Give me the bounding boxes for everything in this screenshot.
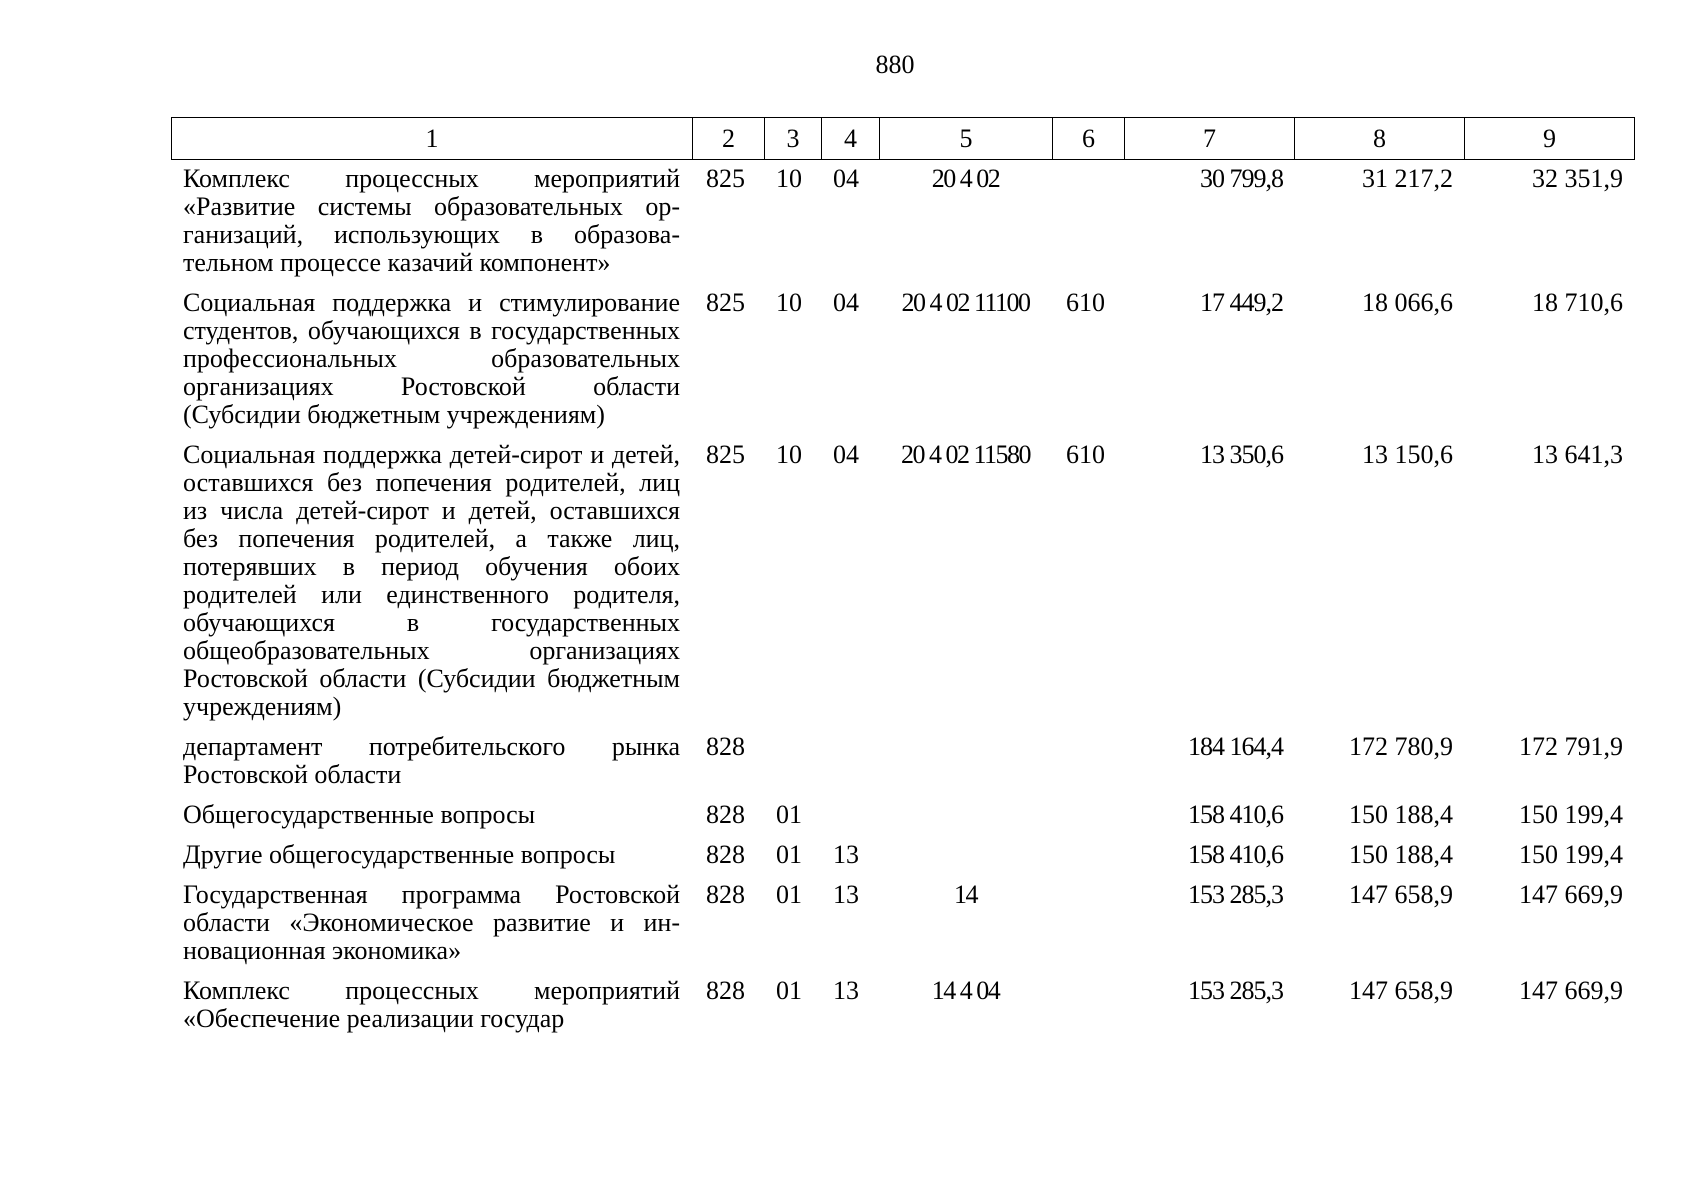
row-name: Социальная поддержка детей-сирот и детей, оставшихся без попечения родителей, лиц из числа детей-сирот и детей, оставшихся без попечения родителей, а также лиц, потерявших в период обучения обоих родителей или единственного родителя, обучающихся в государственных общеобразовательных организациях Ростовской области (Субсидии бюджетным учреждениям) <box>183 440 680 721</box>
row-name: департамент потребительского рынка Ростовской области <box>183 732 680 789</box>
cell-5: 20 4 02 11580 <box>900 440 1031 469</box>
cell-4: 04 <box>833 288 859 317</box>
cell-5: 14 4 04 <box>931 976 1000 1005</box>
cell-6 <box>1052 881 1124 977</box>
cell-9: 32 351,9 <box>1532 164 1623 193</box>
cell-4: 13 <box>833 840 859 869</box>
cell-4: 13 <box>833 880 859 909</box>
cell-7: 153 285,3 <box>1188 880 1283 909</box>
cell-2: 825 <box>706 440 745 469</box>
cell-4 <box>821 733 879 801</box>
cell-8: 13 150,6 <box>1362 440 1453 469</box>
cell-6 <box>1052 841 1124 881</box>
cell-7: 184 164,4 <box>1188 732 1283 761</box>
page-number: 880 <box>875 50 915 79</box>
cell-3: 10 <box>776 164 802 193</box>
cell-7: 153 285,3 <box>1188 976 1283 1005</box>
header-cell: 2 <box>693 118 765 160</box>
header-row <box>172 118 1635 160</box>
cell-5: 20 4 02 <box>931 164 1000 193</box>
cell-4: 04 <box>833 440 859 469</box>
cell-8: 147 658,9 <box>1349 880 1453 909</box>
cell-6 <box>1052 733 1124 801</box>
cell-8: 150 188,4 <box>1349 800 1453 829</box>
cell-6 <box>1052 977 1124 1033</box>
table-row <box>171 881 1634 977</box>
header-cell: 8 <box>1295 118 1465 160</box>
cell-3: 01 <box>776 880 802 909</box>
cell-7: 13 350,6 <box>1200 440 1283 469</box>
cell-4 <box>821 801 879 841</box>
cell-5 <box>879 733 1052 801</box>
cell-9: 172 791,9 <box>1519 732 1623 761</box>
cell-8: 31 217,2 <box>1362 164 1453 193</box>
cell-2: 828 <box>706 976 745 1005</box>
row-name: Социальная поддержка и стимулирование студентов, обучающихся в государственных профессиональных образовательных организациях Ростовской области (Субсидии бюджетным учреждениям) <box>183 288 680 429</box>
header-cell: 6 <box>1053 118 1125 160</box>
table-header <box>171 117 1635 160</box>
cell-2: 825 <box>706 164 745 193</box>
header-cell: 9 <box>1465 118 1635 160</box>
cell-4: 13 <box>833 976 859 1005</box>
table-row <box>171 801 1634 841</box>
cell-2: 828 <box>706 800 745 829</box>
cell-9: 150 199,4 <box>1519 800 1623 829</box>
header-cell: 4 <box>822 118 880 160</box>
cell-5: 20 4 02 11100 <box>901 288 1030 317</box>
row-name: Государственная программа Ростовской области «Экономическое развитие и инновационная экономика» <box>183 880 680 965</box>
cell-9: 147 669,9 <box>1519 976 1623 1005</box>
cell-7: 30 799,8 <box>1200 164 1283 193</box>
table-row <box>171 841 1634 881</box>
cell-9: 18 710,6 <box>1532 288 1623 317</box>
table-row <box>171 289 1634 441</box>
cell-5 <box>879 801 1052 841</box>
cell-3: 10 <box>776 288 802 317</box>
row-name: Комплекс процессных мероприятий «Развитие системы образовательных организаций, использующих в образовательном процессе казачий компонент» <box>183 164 680 277</box>
cell-9: 150 199,4 <box>1519 840 1623 869</box>
cell-5 <box>879 841 1052 881</box>
cell-8: 147 658,9 <box>1349 976 1453 1005</box>
cell-8: 172 780,9 <box>1349 732 1453 761</box>
header-cell: 3 <box>765 118 822 160</box>
table-row <box>171 165 1634 289</box>
cell-9: 147 669,9 <box>1519 880 1623 909</box>
row-name: Комплекс процессных мероприятий «Обеспечение реализации государ <box>183 976 680 1033</box>
cell-5: 14 <box>954 880 977 909</box>
cell-3: 01 <box>776 800 802 829</box>
cell-2: 825 <box>706 288 745 317</box>
cell-2: 828 <box>706 732 745 761</box>
cell-3: 01 <box>776 840 802 869</box>
cell-6: 610 <box>1066 288 1105 317</box>
cell-7: 158 410,6 <box>1188 800 1283 829</box>
cell-3: 10 <box>776 440 802 469</box>
cell-7: 158 410,6 <box>1188 840 1283 869</box>
cell-4: 04 <box>833 164 859 193</box>
header-cell: 5 <box>880 118 1053 160</box>
cell-7: 17 449,2 <box>1200 288 1283 317</box>
cell-8: 18 066,6 <box>1362 288 1453 317</box>
cell-2: 828 <box>706 840 745 869</box>
cell-9: 13 641,3 <box>1532 440 1623 469</box>
table-row <box>171 441 1634 733</box>
cell-6 <box>1052 801 1124 841</box>
table-row <box>171 733 1634 801</box>
cell-8: 150 188,4 <box>1349 840 1453 869</box>
cell-3: 01 <box>776 976 802 1005</box>
cell-2: 828 <box>706 880 745 909</box>
row-name: Другие общегосударственные вопросы <box>183 840 616 869</box>
cell-6: 610 <box>1066 440 1105 469</box>
header-cell: 7 <box>1125 118 1295 160</box>
cell-3 <box>764 733 821 801</box>
row-name: Общегосударственные вопросы <box>183 800 536 829</box>
table-row <box>171 977 1634 1033</box>
budget-table <box>171 165 1634 1033</box>
cell-6 <box>1052 165 1124 289</box>
header-cell: 1 <box>172 118 693 160</box>
